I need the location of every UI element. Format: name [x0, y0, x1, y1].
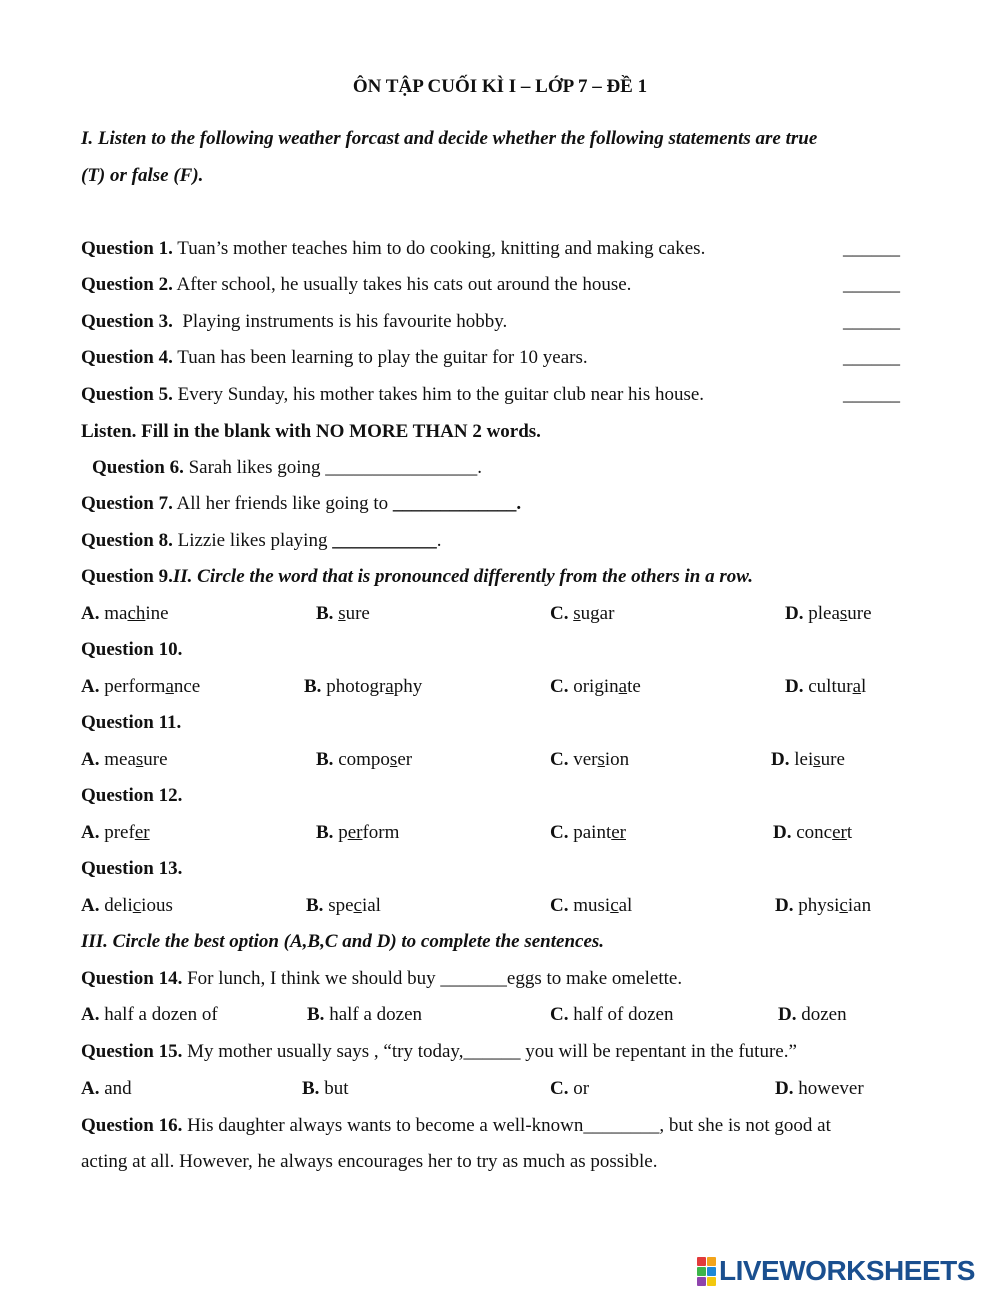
option-letter: A.: [81, 603, 100, 624]
option-text: pref: [99, 822, 135, 843]
q9-option-c[interactable]: [550, 602, 614, 626]
q13-option-d[interactable]: [775, 894, 871, 918]
question-text: Lizzie likes playing: [172, 530, 333, 551]
q12-option-a[interactable]: [81, 821, 150, 845]
q13-option-a[interactable]: [81, 894, 173, 918]
underlined-sound: s: [135, 749, 144, 770]
option-text: ious: [141, 895, 173, 916]
option-text: ure: [345, 603, 370, 624]
option-text: ure: [847, 603, 872, 624]
question-text: His daughter always wants to become a well-known________, but she is not good at: [182, 1115, 831, 1136]
option-text: half a dozen: [324, 1004, 423, 1025]
option-letter: B.: [306, 895, 324, 916]
option-text: plea: [803, 603, 840, 624]
logo-block: [697, 1277, 706, 1286]
option-text: ion: [604, 749, 630, 770]
question-7: [81, 492, 521, 516]
question-label: Question 14.: [81, 968, 183, 989]
option-text: ial: [361, 895, 381, 916]
punctuation: .: [477, 457, 483, 478]
question-text: My mother usually says , “try today,______ you will be repentant in the future.”: [182, 1041, 797, 1062]
question-text: After school, he usually takes his cats out around the house.: [172, 274, 632, 295]
section3-heading: III. Circle the best option (A,B,C and D) to complete the sentences.: [81, 931, 605, 952]
logo-block: [697, 1267, 706, 1276]
logo-block: [707, 1257, 716, 1266]
underlined-sound: c: [353, 895, 362, 916]
option-letter: A.: [81, 822, 100, 843]
logo-block: [707, 1277, 716, 1286]
option-letter: A.: [81, 895, 100, 916]
option-letter: C.: [550, 1004, 569, 1025]
question-15: [81, 1040, 797, 1064]
question-3: [81, 310, 507, 334]
option-text: p: [333, 822, 348, 843]
option-letter: B.: [304, 676, 322, 697]
option-text: half of dozen: [568, 1004, 674, 1025]
question-text: Every Sunday, his mother takes him to the guitar club near his house.: [172, 384, 705, 405]
section2-heading: II. Circle the word that is pronounced differently from the others in a row.: [172, 566, 753, 587]
option-letter: A.: [81, 1078, 100, 1099]
option-letter: A.: [81, 676, 100, 697]
option-letter: C.: [550, 676, 569, 697]
option-letter: D.: [775, 895, 794, 916]
option-text: or: [568, 1078, 590, 1099]
q10-option-a[interactable]: [81, 675, 200, 699]
question-label: Question 15.: [81, 1041, 183, 1062]
underlined-sound: a: [165, 676, 174, 697]
question-label: Question 7.: [81, 493, 173, 514]
underlined-sound: c: [839, 895, 848, 916]
option-text: ure: [143, 749, 168, 770]
q9-option-a[interactable]: [81, 602, 169, 626]
option-text: perform: [99, 676, 166, 697]
option-text: half a dozen of: [99, 1004, 218, 1025]
logo-text: LIVEWORKSHEETS: [719, 1255, 975, 1286]
option-text: l: [861, 676, 867, 697]
option-text: dozen: [796, 1004, 847, 1025]
q12-option-b[interactable]: [316, 821, 399, 845]
section1-heading-line2: (T) or false (F).: [81, 165, 204, 186]
option-text: spe: [323, 895, 354, 916]
option-text: lei: [789, 749, 814, 770]
option-text: photogr: [321, 676, 386, 697]
underlined-sound: er: [832, 822, 847, 843]
q10-option-b[interactable]: [304, 675, 422, 699]
punctuation: .: [436, 530, 442, 551]
option-letter: A.: [81, 749, 100, 770]
answer-blank-5[interactable]: ______: [843, 384, 900, 405]
question-1: [81, 237, 705, 261]
option-letter: D.: [785, 676, 804, 697]
fill-heading: Listen. Fill in the blank with NO MORE THAN 2 words.: [81, 421, 541, 442]
option-letter: B.: [316, 749, 334, 770]
option-text: but: [319, 1078, 349, 1099]
question-16: [81, 1114, 831, 1138]
option-text: ugar: [580, 603, 615, 624]
option-text: ian: [847, 895, 872, 916]
question-text: Tuan’s mother teaches him to do cooking, knitting and making cakes.: [172, 238, 706, 259]
option-text: ma: [99, 603, 128, 624]
q12-option-c[interactable]: [550, 821, 626, 845]
q11-option-c[interactable]: [550, 748, 629, 772]
option-letter: B.: [307, 1004, 325, 1025]
underlined-sound: s: [573, 603, 581, 624]
question-label: Question 2.: [81, 274, 173, 295]
option-text: ure: [820, 749, 845, 770]
underlined-sound: a: [852, 676, 861, 697]
q11-option-a[interactable]: [81, 748, 168, 772]
q14-option-a[interactable]: [81, 1003, 218, 1027]
q15-option-d[interactable]: [775, 1077, 864, 1101]
question-8: [81, 529, 441, 553]
fill-blank-7[interactable]: _____________: [392, 493, 517, 514]
option-text: and: [99, 1078, 132, 1099]
question-label: Question 6.: [92, 457, 184, 478]
q13-option-b[interactable]: [306, 894, 381, 918]
option-letter: D.: [778, 1004, 797, 1025]
option-text: cultur: [803, 676, 853, 697]
question-label: Question 8.: [81, 530, 173, 551]
question-6: [92, 456, 482, 480]
question-label: Question 4.: [81, 347, 173, 368]
question-12-label: Question 12.: [81, 785, 183, 806]
option-text: er: [397, 749, 413, 770]
option-letter: D.: [771, 749, 790, 770]
underlined-sound: er: [347, 822, 363, 843]
q10-option-d[interactable]: [785, 675, 866, 699]
question-label: Question 5.: [81, 384, 173, 405]
option-letter: C.: [550, 603, 569, 624]
option-letter: C.: [550, 749, 569, 770]
option-text: te: [627, 676, 641, 697]
question-13-label: Question 13.: [81, 858, 183, 879]
underlined-sound: c: [132, 895, 142, 916]
question-text: Tuan has been learning to play the guitar for 10 years.: [172, 347, 588, 368]
underlined-sound: er: [134, 822, 150, 843]
underlined-sound: ch: [127, 603, 146, 624]
option-letter: B.: [302, 1078, 320, 1099]
option-letter: C.: [550, 895, 569, 916]
q10-option-c[interactable]: [550, 675, 641, 699]
question-5: [81, 383, 704, 407]
answer-blank-3[interactable]: ______: [843, 311, 900, 332]
option-text: al: [618, 895, 633, 916]
q14-option-c[interactable]: [550, 1003, 673, 1027]
question-10-label: Question 10.: [81, 639, 183, 660]
option-text: conc: [791, 822, 833, 843]
answer-blank-2[interactable]: ______: [843, 274, 900, 295]
option-letter: D.: [775, 1078, 794, 1099]
q15-option-b[interactable]: [302, 1077, 348, 1101]
option-letter: A.: [81, 1004, 100, 1025]
q12-option-d[interactable]: [773, 821, 852, 845]
option-text: origin: [568, 676, 619, 697]
logo-block: [697, 1257, 706, 1266]
option-letter: C.: [550, 822, 569, 843]
question-label: Question 9.: [81, 566, 173, 587]
question-text: For lunch, I think we should buy _______eggs to make omelette.: [182, 968, 683, 989]
option-text: form: [362, 822, 400, 843]
question-text: All her friends like going to: [172, 493, 393, 514]
logo-block: [707, 1267, 716, 1276]
option-text: t: [846, 822, 853, 843]
q13-option-c[interactable]: [550, 894, 632, 918]
q14-option-b[interactable]: [307, 1003, 422, 1027]
underlined-sound: c: [610, 895, 619, 916]
underlined-sound: s: [813, 749, 821, 770]
question-label: Question 3.: [81, 311, 173, 332]
option-text: ver: [568, 749, 598, 770]
question-text: Playing instruments is his favourite hobby.: [172, 311, 508, 332]
answer-blank-4[interactable]: ______: [843, 347, 900, 368]
option-text: nce: [173, 676, 201, 697]
fill-blank-8[interactable]: ___________: [332, 530, 437, 551]
option-letter: B.: [316, 822, 334, 843]
option-text: deli: [99, 895, 133, 916]
q15-option-c[interactable]: [550, 1077, 589, 1101]
question-11-label: Question 11.: [81, 712, 182, 733]
option-text: physi: [793, 895, 840, 916]
question-4: [81, 346, 588, 370]
option-text: paint: [568, 822, 612, 843]
question-14: [81, 967, 682, 991]
q9-option-b[interactable]: [316, 602, 370, 626]
answer-blank-1[interactable]: ______: [843, 238, 900, 259]
option-text: however: [793, 1078, 864, 1099]
q11-option-b[interactable]: [316, 748, 412, 772]
option-text: compo: [333, 749, 390, 770]
underlined-sound: s: [597, 749, 605, 770]
question-2: [81, 273, 631, 297]
punctuation: .: [516, 493, 522, 514]
fill-blank-6[interactable]: ________________: [325, 457, 478, 478]
question-16-line2: acting at all. However, he always encourages her to try as much as possible.: [81, 1151, 658, 1172]
q14-option-d[interactable]: [778, 1003, 847, 1027]
underlined-sound: s: [839, 603, 848, 624]
option-letter: D.: [773, 822, 792, 843]
liveworksheets-logo: [697, 1256, 975, 1286]
option-text: musi: [568, 895, 611, 916]
section1-heading-line1: I. Listen to the following weather forcast and decide whether the following statements are true: [81, 128, 818, 149]
underlined-sound: a: [618, 676, 628, 697]
underlined-sound: s: [389, 749, 398, 770]
q9-option-d[interactable]: [785, 602, 872, 626]
question-9: [81, 565, 753, 589]
option-text: phy: [393, 676, 423, 697]
underlined-sound: a: [385, 676, 394, 697]
option-text: ine: [145, 603, 169, 624]
option-letter: C.: [550, 1078, 569, 1099]
question-text: Sarah likes going: [183, 457, 326, 478]
q11-option-d[interactable]: [771, 748, 845, 772]
underlined-sound: er: [611, 822, 626, 843]
option-letter: B.: [316, 603, 334, 624]
question-label: Question 1.: [81, 238, 173, 259]
page-title: ÔN TẬP CUỐI KÌ I – LỚP 7 – ĐỀ 1: [352, 76, 648, 97]
question-label: Question 16.: [81, 1115, 183, 1136]
option-letter: D.: [785, 603, 804, 624]
q15-option-a[interactable]: [81, 1077, 132, 1101]
underlined-sound: s: [338, 603, 346, 624]
logo-blocks-icon: [697, 1257, 716, 1286]
option-text: mea: [99, 749, 136, 770]
